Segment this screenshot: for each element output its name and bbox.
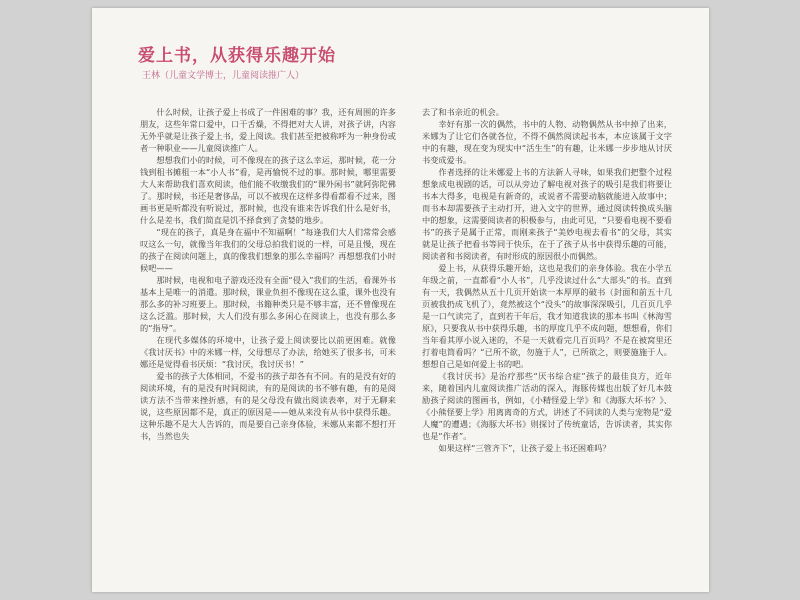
paragraph: 幸好有那一次的偶然，书中的人物、动物偶然从书中掉了出来，米娜为了让它们各就各位，不得不偶然阅读起书本，本应该属于文字中的有趣，现在变为现实中“活生生”的有趣，让米娜一步步地从讨厌书变成爱书。 (422, 119, 672, 165)
article-title: 爱上书，从获得乐趣开始 (138, 46, 336, 66)
paragraph: 想想我们小的时候，可不像现在的孩子这么幸运，那时候，花一分钱到租书摊租一本“小人书”看，是再愉悦不过的事。那时候，哪里需要大人来帮助我们喜欢阅读，他们能不收缴我们的“课外闲书”就阿弥陀佛了。那时候，书还是奢侈品，可以不被现在这样多得看都看不过来，图画书更是听都没有听说过，那时候，也没有谁来告诉我们什么是好书，什么是差书，我们简直是饥不择食到了贪婪的地步。 (140, 155, 396, 225)
author-byline: 王林（儿童文学博士，儿童阅读推广人） (142, 71, 305, 81)
paragraph: “现在的孩子，真是身在福中不知福啊！”每逢我们大人们常常会感叹这么一句，就像当年我们的父母总拍我们说的一样，可是且慢，现在的孩子在阅读问题上，真的像我们想象的那么幸福吗？再想想我们小时候吧—— (140, 227, 396, 273)
paragraph: 《我讨厌书》是治疗那些“厌书综合症”孩子的最佳良方，近年来，随着国内儿童阅读推广活动的深入，海豚传媒也出版了好几本鼓励孩子阅读的图画书，例如，《小精怪爱上学》和《海豚大坏书？》、《小熊怪要上学》用离离奇的方式，讲述了不同读的人类与宠物是“爱人魔”的遭遇；《海豚大坏书》则探讨了传统童话，告诉读者，其实你也是“作者”。 (422, 371, 672, 441)
right-column (422, 106, 672, 454)
paragraph: 那时候，电视和电子游戏还没有全面“侵入”我们的生活，看课外书基本上是唯一的消遣。那时候，课业负担不像现在这么重，课外也没有那么多的补习班要上。那时候，书籍种类只是不够丰富，还不曾像现在这么泛滥。那时候，大人们没有那么多闲心在阅读上，也没有那么多的“指导”。 (140, 275, 396, 333)
paragraph: 作者选择的让米娜爱上书的方法新人寻味，如果我们把整个过程想象成电视剧的话，可以从旁边了解电视对孩子的吸引是我们将要让书本大得多，电视是有新奇的，或说者不需要动脑就能进入故事中；而书本却需要孩子主动打开，进入文字的世界，通过阅读转换成头脑中的想象，这需要阅读者的积极参与，由此可见，“只要看电视不要看书”的孩子是属于正常，而刚来孩子“美妙电视去看书”的父母，其实就是让孩子把看书等同于快乐，在于了孩子从书中获得乐趣的可能，阅读者和书阅读者，有时形成的原因很小而偶然。 (422, 167, 672, 261)
left-column (140, 106, 396, 442)
paragraph: 在现代多媒体的环境中，让孩子爱上阅读要比以前更困难。就像《我讨厌书》中的米娜一样，父母想尽了办法，给她买了很多书，可米娜还是觉得看书厌烦：“我讨厌，我讨厌书！” (140, 335, 396, 369)
paragraph: 去了和书亲近的机会。 (422, 107, 504, 117)
paragraph: 爱上书，从获得乐趣开始，这也是我们的亲身体验。我在小学五年级之前，一直都看“小人书”，几乎没读过什么“大部头”的书。直到有一天，我偶然从五十几页开始读一本厚厚的破书（封面和前五十几页被我扔成飞机了），竟然被这个“没头”的故事深深吸引，几百页几乎是一口气读完了，直到若干年后，我才知道我读的那本书叫《林海雪原》，只要我从书中获得乐趣，书的厚度几乎不成问题，想想看，你们当年看其厚小说入迷的，不是一天就看完几百页吗？不是在被窝里还打着电筒看吗？“已所不欲，勿施于人”，已所欲之，则要施施于人。想想自己是如何爱上书的吧。 (422, 263, 673, 369)
paragraph: 什么时候，让孩子爱上书成了一件困难的事？我，还有周围的许多朋友，这些年常口爱中，口干舌燥，不得把对大人讲，对孩子讲，内容无外乎就是让孩子爱上书，爱上阅读。我们甚至把被称呼为一种身份或者一种职业——儿童阅读推广人。 (140, 107, 396, 153)
paragraph: 爱书的孩子大体相同，不爱书的孩子却各有不同。有的是没有好的阅读环境，有的是没有时间阅读，有的是阅读的书不够有趣，有的是阅读方法不当带来挫折感，有的是父母没有做出阅读表率，对于无聊来说，这些原因都不是，真正的原因是——她从来没有从书中获得乐趣。这种乐趣不是大人告诉的，而是要自己亲身体验，米娜从来都不想打开书，当然也失 (140, 371, 396, 441)
magazine-page (92, 8, 709, 592)
paragraph: 如果这样“三管齐下”，让孩子爱上书还困难吗？ (438, 443, 611, 453)
